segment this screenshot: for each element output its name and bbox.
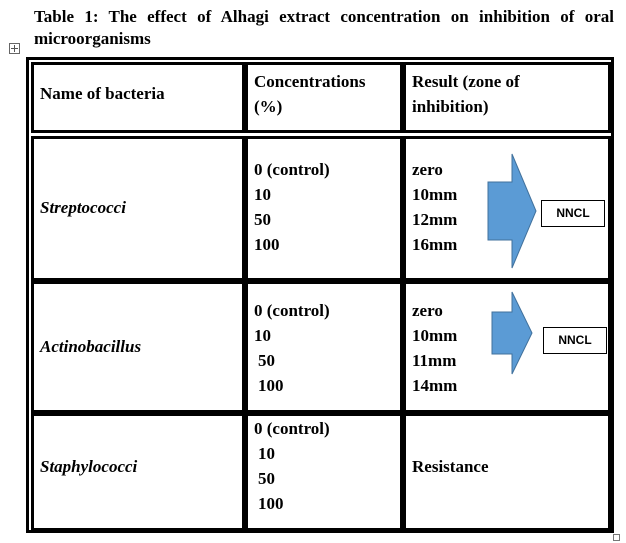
row-3-concentrations: 0 (control) 10 50 100 — [245, 413, 403, 531]
table-move-handle-icon[interactable] — [9, 43, 20, 54]
row-2-results: zero 10mm 11mm 14mm — [403, 281, 611, 413]
caption-line-2: microorganisms — [34, 29, 151, 48]
table-resize-handle-icon[interactable] — [613, 534, 620, 541]
header-concentrations: Concentrations (%) — [245, 62, 403, 133]
row-1-results: zero 10mm 12mm 16mm — [403, 136, 611, 281]
caption-line-1: Table 1: The effect of Alhagi extract concentration on inhibition of oral — [34, 7, 614, 26]
row-3-bacteria: Staphylococci — [31, 413, 245, 531]
row-2-bacteria: Actinobacillus — [31, 281, 245, 413]
row-1-concentrations: 0 (control) 10 50 100 — [245, 136, 403, 281]
nncl-label-box: NNCL — [541, 200, 605, 227]
nncl-label-box: NNCL — [543, 327, 607, 354]
table-caption — [34, 6, 614, 50]
right-arrow-icon — [486, 152, 538, 270]
header-result: Result (zone of inhibition) — [403, 62, 611, 133]
row-1-bacteria: Streptococci — [31, 136, 245, 281]
header-bacteria: Name of bacteria — [31, 62, 245, 133]
right-arrow-icon — [490, 290, 534, 376]
row-3-result: Resistance — [403, 413, 611, 531]
row-2-concentrations: 0 (control) 10 50 100 — [245, 281, 403, 413]
